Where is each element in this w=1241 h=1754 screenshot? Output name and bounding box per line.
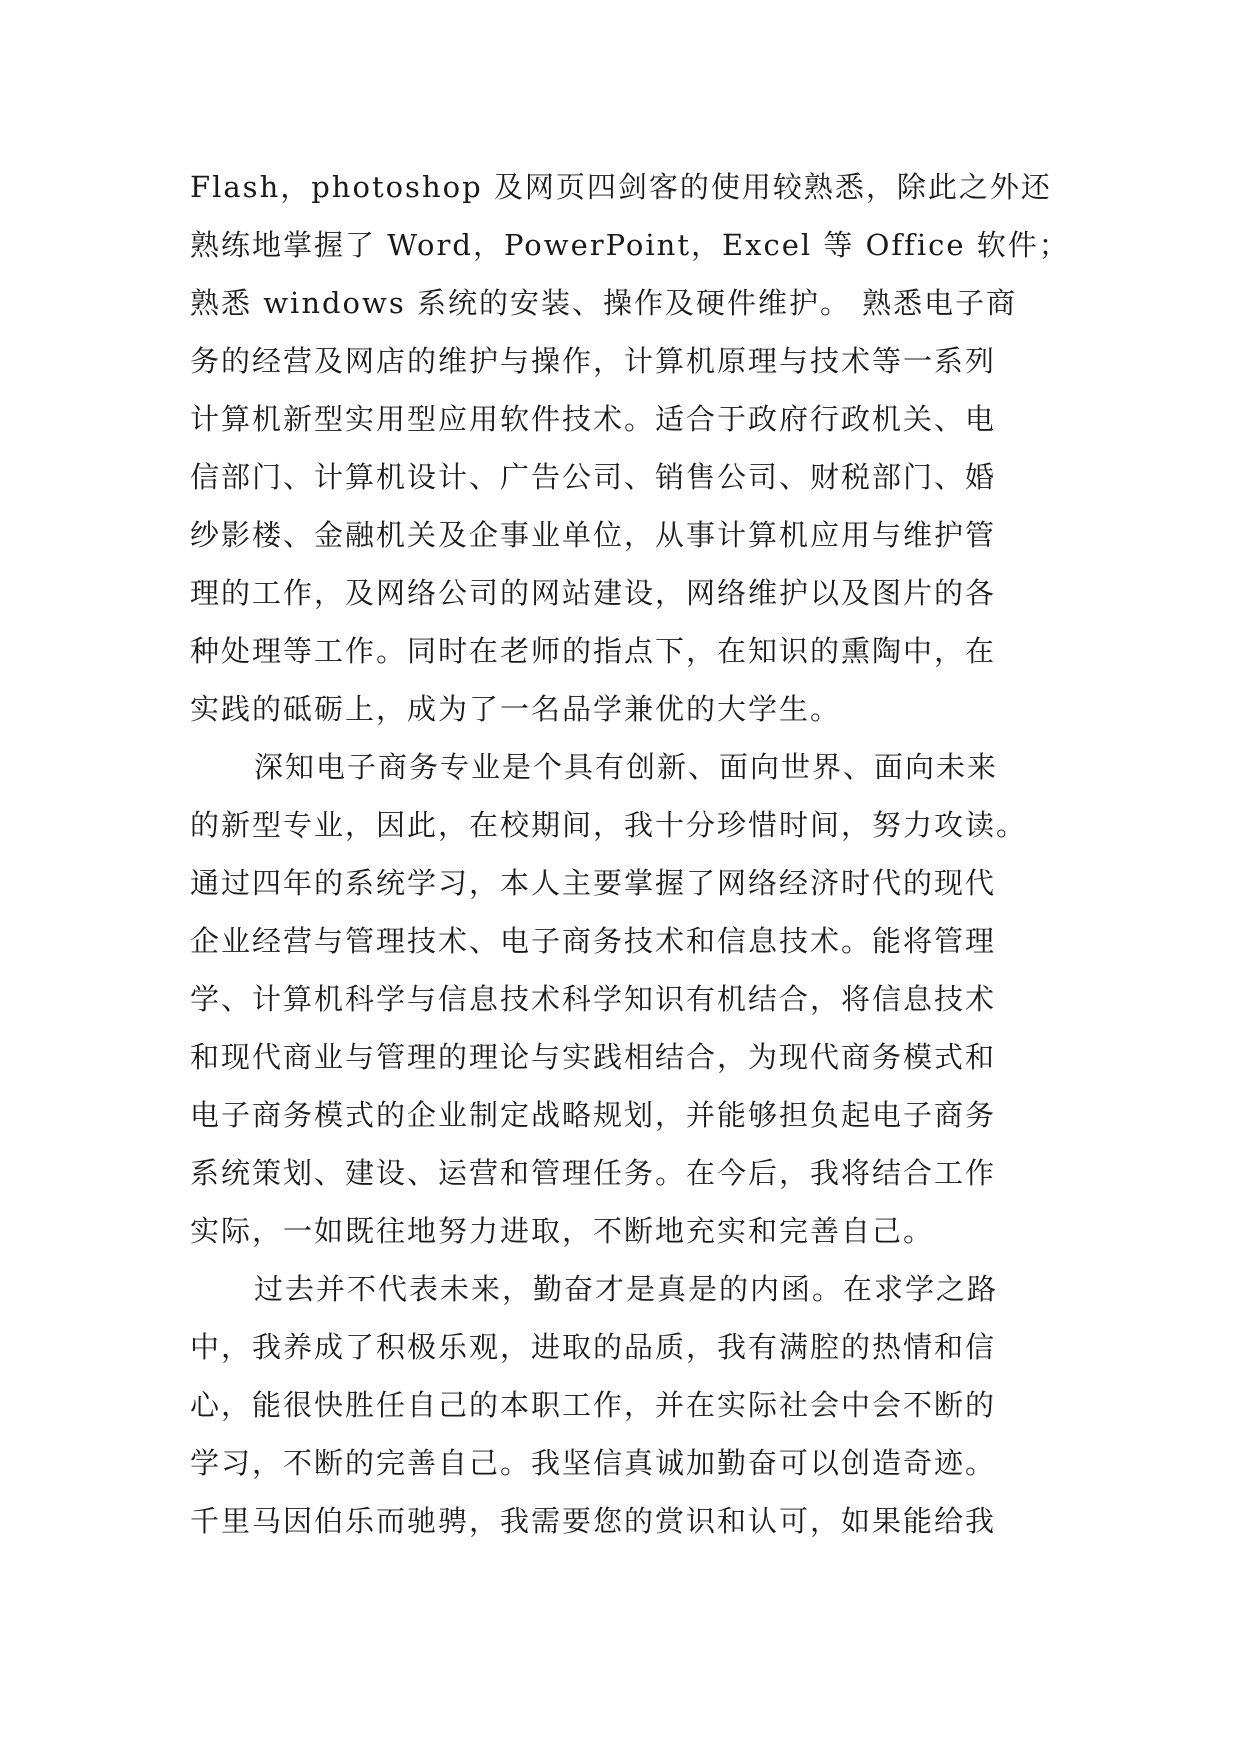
text-line: 理的工作，及网络公司的网站建设，网络维护以及图片的各 (190, 576, 997, 610)
text-line: 系统策划、建设、运营和管理任务。在今后，我将结合工作 (190, 1156, 997, 1190)
body-text (190, 158, 1070, 1550)
text-line: 信部门、计算机设计、广告公司、销售公司、财税部门、婚 (190, 460, 997, 494)
text-line: 熟悉 windows 系统的安装、操作及硬件维护。 熟悉电子商 (190, 286, 1018, 320)
text-line: 和现代商业与管理的理论与实践相结合，为现代商务模式和 (190, 1040, 997, 1074)
text-line: 深知电子商务专业是个具有创新、面向世界、面向未来 (254, 750, 999, 784)
text-line: Flash，photoshop 及网页四剑客的使用较熟悉，除此之外还 (190, 170, 1052, 204)
text-line: 千里马因伯乐而驰骋，我需要您的赏识和认可，如果能给我 (190, 1504, 997, 1538)
text-line: 学、计算机科学与信息技术科学知识有机结合，将信息技术 (190, 982, 997, 1016)
text-line: 的新型专业，因此，在校期间，我十分珍惜时间，努力攻读。 (190, 808, 1028, 842)
text-line: 熟练地掌握了 Word，PowerPoint，Excel 等 Office 软件； (190, 228, 1070, 262)
text-line: 学习，不断的完善自己。我坚信真诚加勤奋可以创造奇迹。 (190, 1446, 997, 1480)
text-line: 心，能很快胜任自己的本职工作，并在实际社会中会不断的 (190, 1388, 997, 1422)
text-line: 种处理等工作。同时在老师的指点下，在知识的熏陶中，在 (190, 634, 997, 668)
text-line: 实际，一如既往地努力进取，不断地充实和完善自己。 (190, 1214, 935, 1248)
text-line: 纱影楼、金融机关及企事业单位，从事计算机应用与维护管 (190, 518, 997, 552)
text-line: 务的经营及网店的维护与操作，计算机原理与技术等一系列 (190, 344, 997, 378)
text-line: 电子商务模式的企业制定战略规划，并能够担负起电子商务 (190, 1098, 997, 1132)
text-line: 计算机新型实用型应用软件技术。适合于政府行政机关、电 (190, 402, 997, 436)
text-line: 企业经营与管理技术、电子商务技术和信息技术。能将管理 (190, 924, 997, 958)
text-line: 通过四年的系统学习，本人主要掌握了网络经济时代的现代 (190, 866, 997, 900)
text-line: 过去并不代表未来，勤奋才是真是的内函。在求学之路 (254, 1272, 999, 1306)
text-line: 实践的砥砺上，成为了一名品学兼优的大学生。 (190, 692, 842, 726)
text-line: 中，我养成了积极乐观，进取的品质，我有满腔的热情和信 (190, 1330, 997, 1364)
